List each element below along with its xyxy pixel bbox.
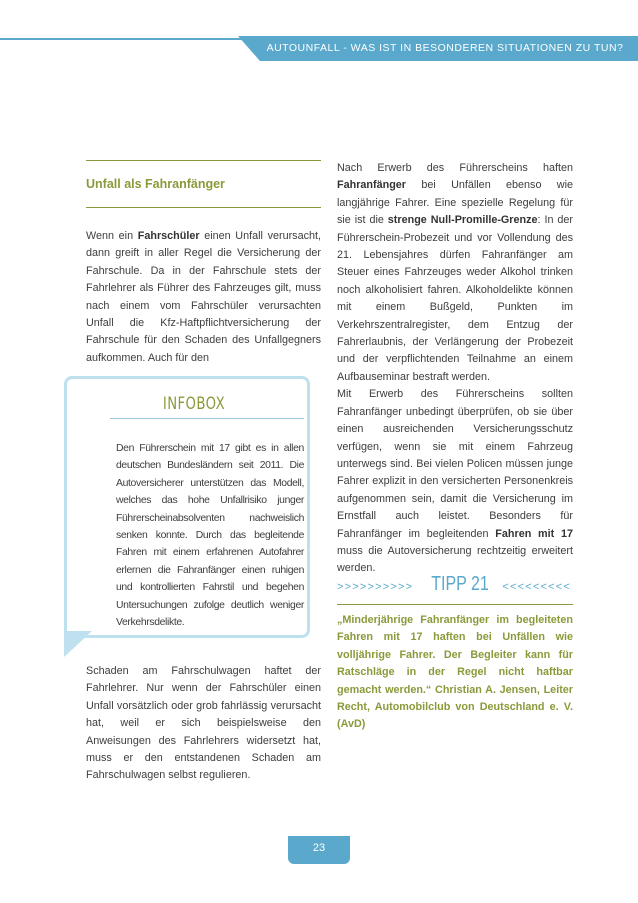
intro-paragraph <box>86 228 321 367</box>
tipp-heading <box>337 573 573 601</box>
intro-text-2: einen Unfall verursacht, dann greift in aller Regel die Versicherung der Fahrschule. Da in der Fahrschule stets der Fahrlehrer als Führer des Fahrzeuges gilt, muss nach einem vom Fahrschüler verursachten Unfall die Kfz-Haftpflichtversicherung der Fahrschule für den Schaden des Unfallgegners aufkommen. Auch für den <box>86 230 321 364</box>
p1-bold-fahranfaenger: Fahranfänger <box>337 179 406 192</box>
tipp-arrows-right: <<<<<<<<< <box>502 581 571 593</box>
p2-text-1: Mit Erwerb des Führerscheins sollten Fahranfänger unbedingt überprüfen, ob sie über einen ausreichenden Versicherungsschutz verfügen, wenn sie mit einem Fahrzeug unterwegs sind. Bei vielen Policen müssen junge Fahrer explizit in den versicherten Personenkreis aufgenommen sein, damit die Versicherung im Ernstfall auch leistet. Besonders für Fahranfänger im begleitenden <box>337 388 573 540</box>
infobox-text: Den Führerschein mit 17 gibt es in allen deutschen Bundesländern seit 2011. Die Autoversicherer unterstützen das Modell, welches das hohe Unfallrisiko junger Führerscheinabsolventen nachweislich senken konnte. Durch das begleitende Fahren mit einem erfahrenen Autofahrer erlernen die Fahranfänger einen ruhigen und kontrollierten Fahrstil und begehen Untersuchungen zufolge deutlich weniger Verkehrsdelikte. <box>116 443 304 629</box>
tipp-arrows-left: >>>>>>>>>> <box>337 581 414 593</box>
right-column <box>337 160 573 578</box>
infobox-title: INFOBOX <box>162 394 226 414</box>
intro-text-1: Wenn ein <box>86 230 138 242</box>
tipp-rule <box>337 604 573 605</box>
tipp-quote: „Minderjährige Fahranfänger im begleiteten Fahren mit 17 haften bei Unfällen wie volljährige Fahrer. Der Begleiter kann für Ratschläge in der Regel nicht haftbar gemacht werden.“ Christian A. Jensen, Leiter Recht, Automobilclub von Deutschland e. V. (AvD) <box>337 614 573 731</box>
p1-text-2: bei Unfällen ebenso wie langjährige Fahrer. Eine spezielle Regelung für sie ist die <box>337 179 573 227</box>
infobox-notch <box>64 631 92 657</box>
p1-text-1: Nach Erwerb des Führerscheins haften <box>337 162 573 174</box>
p2-bold-fahren17: Fahren mit 17 <box>495 527 573 540</box>
p1-text-3: : In der Führerschein-Probezeit und vor Vollendung des 21. Lebensjahres dürfen Fahranfänger am Steuer eines Fahrzeuges weder Alkohol trinken noch alkoholisiert fahren. Alkoholdelikte können mit einem Bußgeld, Punkten im Verkehrszentralregister, dem Entzug der Fahrerlaubnis, der Verlängerung der Probezeit und der verpflichtenden Teilnahme an einem Aufbauseminar bestraft werden. <box>337 214 573 383</box>
section-rule-bottom <box>86 207 321 208</box>
infobox-rule <box>110 418 304 419</box>
infobox <box>64 376 324 659</box>
tipp-title: TIPP 21 <box>431 573 489 595</box>
left-column <box>86 160 321 367</box>
left-bottom-column <box>86 663 321 785</box>
bottom-paragraph: Schaden am Fahrschulwagen haftet der Fahrlehrer. Nur wenn der Fahrschüler einen Unfall vorsätzlich oder grob fahrlässig verursacht hat, weil er sich beispielsweise den Anweisungen des Fahrlehrers widersetzt hat, muss er den entstandenen Schaden am Fahrschulwagen selbst regulieren. <box>86 665 321 782</box>
section-rule-top <box>86 160 321 161</box>
p2-text-2: muss die Autoversicherung rechtzeitig erweitert werden. <box>337 544 573 575</box>
right-paragraph-1 <box>337 160 573 386</box>
header-title: AUTOUNFALL - WAS IST IN BESONDEREN SITUATIONEN ZU TUN? <box>266 42 624 54</box>
section-title: Unfall als Fahranfänger <box>86 177 225 191</box>
page-number: 23 <box>312 842 326 854</box>
right-paragraph-2 <box>337 386 573 577</box>
intro-bold-fahrschueler: Fahrschüler <box>137 230 200 242</box>
p1-bold-promille: strenge Null-Promille-Grenze <box>387 214 538 227</box>
